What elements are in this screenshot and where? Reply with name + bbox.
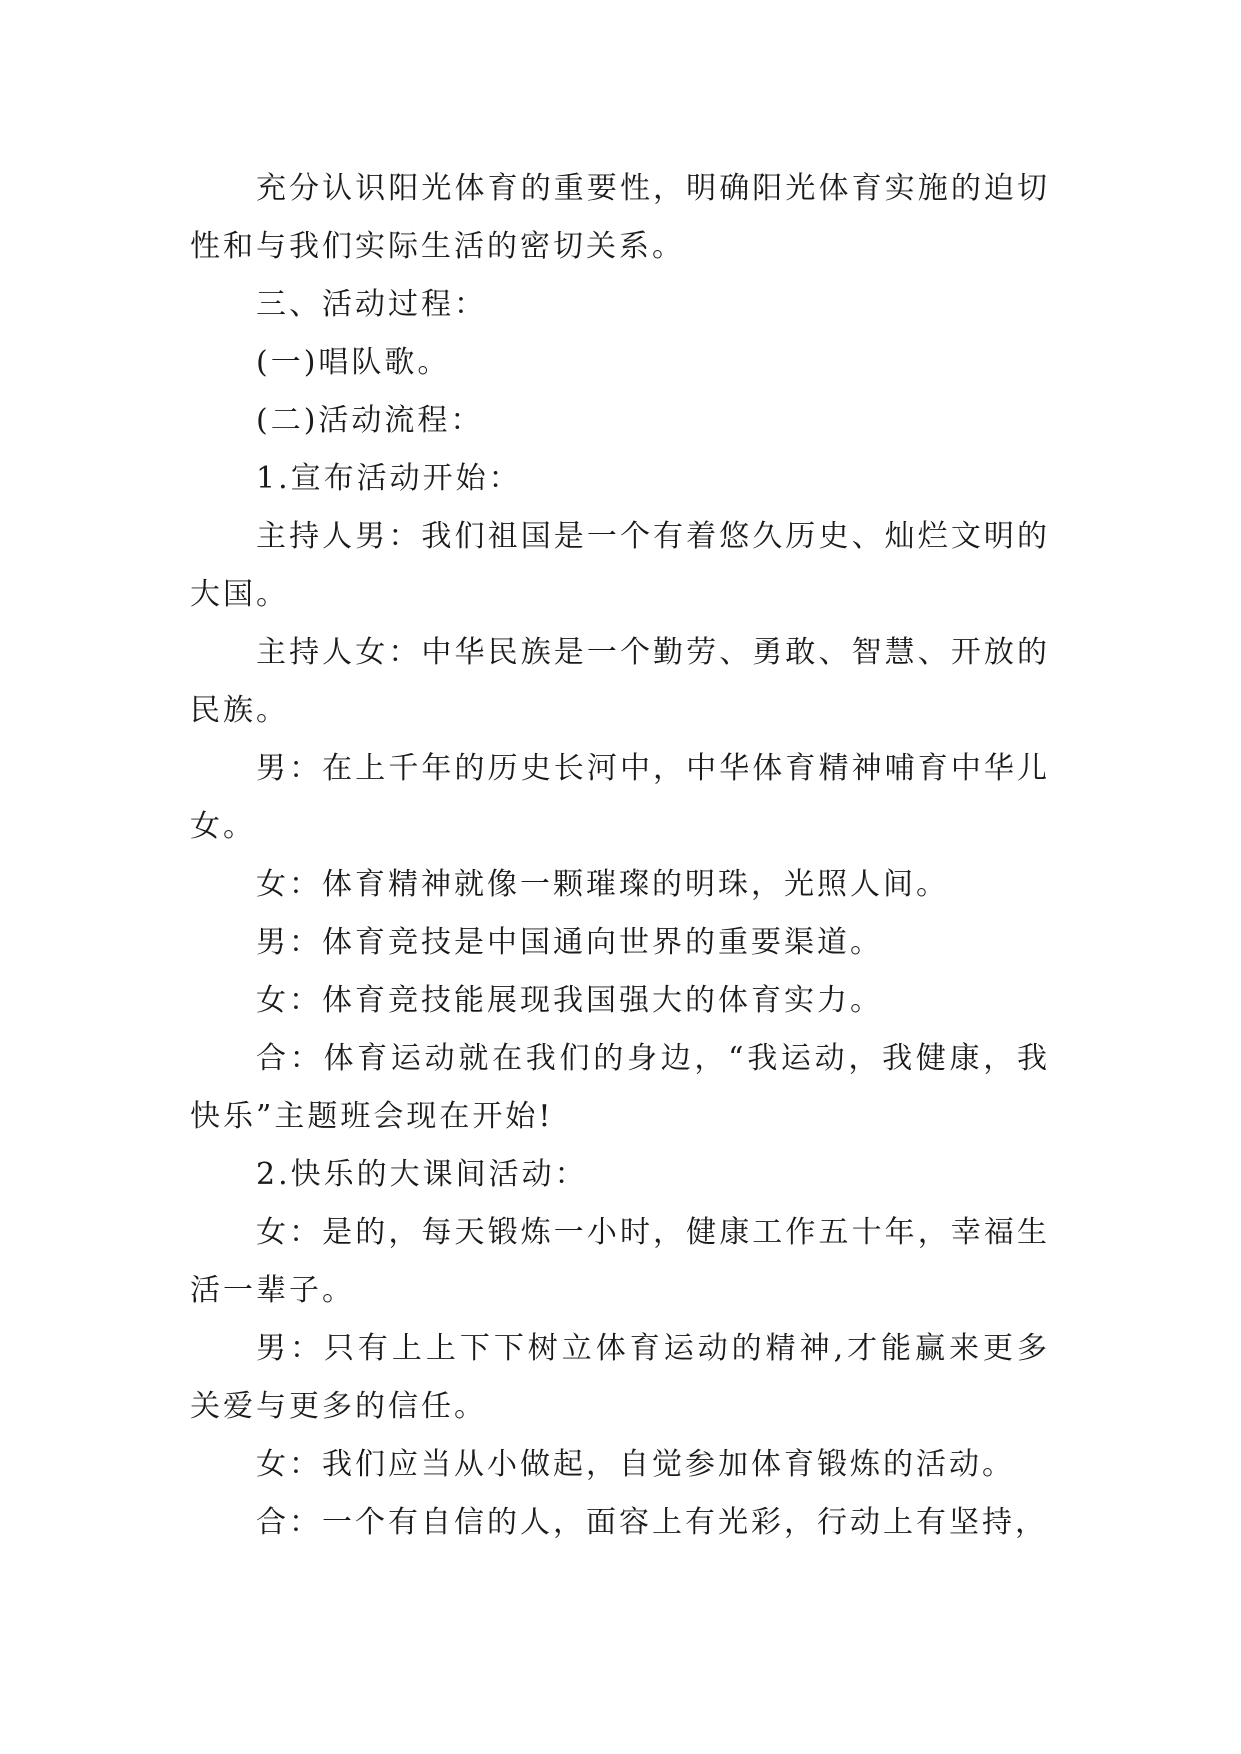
dialogue-line: 主持人女：中华民族是一个勤劳、勇敢、智慧、开放的民族。 xyxy=(190,635,1050,728)
dialogue-line: 合：体育运动就在我们的身边，“我运动，我健康，我快乐”主题班会现在开始! xyxy=(190,1041,1050,1134)
dialogue-line: 合：一个有自信的人，面容上有光彩，行动上有坚持， xyxy=(256,1505,1048,1540)
dialogue-line: 女：我们应当从小做起，自觉参加体育锻炼的活动。 xyxy=(256,1447,1015,1482)
dialogue-line: 主持人男：我们祖国是一个有着悠久历史、灿烂文明的大国。 xyxy=(190,519,1050,612)
section-heading: 三、活动过程： xyxy=(256,287,487,322)
dialogue-line: 男：只有上上下下树立体育运动的精神,才能赢来更多关爱与更多的信任。 xyxy=(190,1331,1050,1424)
list-heading: 2.快乐的大课间活动： xyxy=(256,1157,588,1192)
subsection-heading: (二)活动流程： xyxy=(256,403,484,438)
dialogue-line: 女：是的，每天锻炼一小时，健康工作五十年，幸福生活一辈子。 xyxy=(190,1215,1050,1308)
dialogue-line: 男：体育竞技是中国通向世界的重要渠道。 xyxy=(256,925,883,960)
dialogue-line: 女：体育竞技能展现我国强大的体育实力。 xyxy=(256,983,883,1018)
document-body xyxy=(190,160,1050,1552)
dialogue-line: 女：体育精神就像一颗璀璨的明珠，光照人间。 xyxy=(256,867,949,902)
dialogue-line: 男：在上千年的历史长河中，中华体育精神哺育中华儿女。 xyxy=(190,751,1050,844)
list-heading: 1.宣布活动开始： xyxy=(256,461,522,496)
subsection-heading: (一)唱队歌。 xyxy=(256,345,451,380)
paragraph: 充分认识阳光体育的重要性，明确阳光体育实施的迫切性和与我们实际生活的密切关系。 xyxy=(190,171,1050,264)
